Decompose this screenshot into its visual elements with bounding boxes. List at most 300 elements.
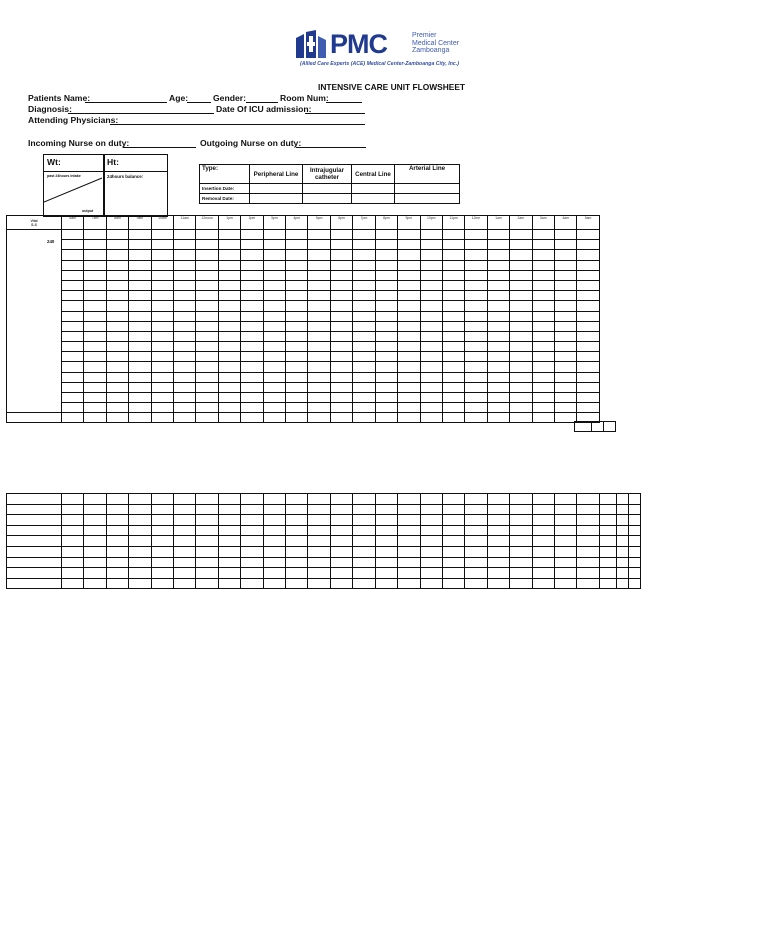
table-cell[interactable]: [308, 280, 330, 290]
table-cell[interactable]: [510, 230, 532, 240]
table-cell[interactable]: [465, 362, 487, 372]
table-cell[interactable]: [599, 557, 616, 568]
table-cell[interactable]: [532, 546, 554, 557]
table-cell[interactable]: [487, 301, 509, 311]
table-cell[interactable]: [84, 546, 106, 557]
table-cell[interactable]: [577, 301, 599, 311]
table-cell[interactable]: [510, 372, 532, 382]
table-cell[interactable]: [442, 321, 464, 331]
table-cell[interactable]: [308, 291, 330, 301]
table-cell[interactable]: [129, 280, 151, 290]
table-cell[interactable]: [218, 494, 240, 505]
table-cell[interactable]: [628, 578, 640, 589]
table-cell[interactable]: [129, 515, 151, 526]
table-cell[interactable]: [218, 515, 240, 526]
table-cell[interactable]: [487, 280, 509, 290]
table-cell[interactable]: [129, 525, 151, 536]
table-cell[interactable]: [263, 250, 285, 260]
table-cell[interactable]: [106, 557, 128, 568]
table-cell[interactable]: [532, 568, 554, 579]
table-cell[interactable]: [308, 230, 330, 240]
table-cell[interactable]: [84, 270, 106, 280]
table-cell[interactable]: [129, 352, 151, 362]
table-cell[interactable]: [398, 393, 420, 403]
table-cell[interactable]: [375, 240, 397, 250]
table-cell[interactable]: [151, 546, 173, 557]
table-cell[interactable]: [84, 230, 106, 240]
table-cell[interactable]: [330, 230, 352, 240]
table-cell[interactable]: [129, 260, 151, 270]
table-cell[interactable]: [241, 362, 263, 372]
table-cell[interactable]: [62, 362, 84, 372]
table-cell[interactable]: [62, 240, 84, 250]
table-cell[interactable]: [62, 393, 84, 403]
table-cell[interactable]: [62, 311, 84, 321]
table-cell[interactable]: [465, 331, 487, 341]
table-cell[interactable]: [616, 546, 628, 557]
table-cell[interactable]: [106, 578, 128, 589]
table-cell[interactable]: [263, 280, 285, 290]
table-cell[interactable]: [106, 270, 128, 280]
table-cell[interactable]: [554, 515, 576, 526]
table-cell[interactable]: [442, 311, 464, 321]
table-cell[interactable]: [487, 311, 509, 321]
table-cell[interactable]: [263, 557, 285, 568]
table-cell[interactable]: [554, 546, 576, 557]
table-cell[interactable]: [151, 504, 173, 515]
table-cell[interactable]: [330, 494, 352, 505]
table-cell[interactable]: [84, 321, 106, 331]
table-cell[interactable]: [420, 362, 442, 372]
table-cell[interactable]: [398, 270, 420, 280]
table-cell[interactable]: [241, 536, 263, 547]
table-cell[interactable]: [375, 557, 397, 568]
table-cell[interactable]: [286, 546, 308, 557]
table-cell[interactable]: [62, 250, 84, 260]
table-cell[interactable]: [532, 311, 554, 321]
table-cell[interactable]: [375, 311, 397, 321]
table-cell[interactable]: [174, 362, 196, 372]
table-cell[interactable]: [375, 578, 397, 589]
table-cell[interactable]: [151, 578, 173, 589]
table-cell[interactable]: [353, 301, 375, 311]
table-cell[interactable]: [577, 568, 599, 579]
table-cell[interactable]: [420, 331, 442, 341]
table-cell[interactable]: [554, 331, 576, 341]
table-cell[interactable]: [353, 403, 375, 413]
table-cell[interactable]: [532, 494, 554, 505]
table-cell[interactable]: [487, 568, 509, 579]
table-cell[interactable]: [129, 321, 151, 331]
table-cell[interactable]: [465, 568, 487, 579]
table-cell[interactable]: [174, 557, 196, 568]
table-cell[interactable]: [330, 557, 352, 568]
table-cell[interactable]: [129, 382, 151, 392]
table-cell[interactable]: [106, 230, 128, 240]
table-cell[interactable]: [84, 301, 106, 311]
table-cell[interactable]: [129, 270, 151, 280]
table-cell[interactable]: [84, 413, 106, 423]
table-cell[interactable]: [174, 382, 196, 392]
table-cell[interactable]: [196, 291, 218, 301]
table-cell[interactable]: [398, 291, 420, 301]
table-cell[interactable]: [577, 331, 599, 341]
table-cell[interactable]: [330, 372, 352, 382]
table-cell[interactable]: [554, 280, 576, 290]
diagnosis-field[interactable]: [68, 113, 214, 114]
table-cell[interactable]: [308, 536, 330, 547]
table-cell[interactable]: [532, 557, 554, 568]
table-cell[interactable]: [487, 291, 509, 301]
table-cell[interactable]: [129, 568, 151, 579]
table-cell[interactable]: [218, 393, 240, 403]
table-cell[interactable]: [577, 557, 599, 568]
table-cell[interactable]: [218, 578, 240, 589]
table-cell[interactable]: [420, 230, 442, 240]
table-cell[interactable]: [375, 393, 397, 403]
table-cell[interactable]: [442, 382, 464, 392]
table-cell[interactable]: [465, 352, 487, 362]
date-icu-field[interactable]: [305, 113, 365, 114]
table-cell[interactable]: [218, 382, 240, 392]
outgoing-nurse-field[interactable]: [296, 147, 366, 148]
table-cell[interactable]: [616, 504, 628, 515]
table-cell[interactable]: [487, 515, 509, 526]
table-cell[interactable]: [286, 230, 308, 240]
table-cell[interactable]: [330, 250, 352, 260]
table-cell[interactable]: [62, 494, 84, 505]
table-cell[interactable]: [442, 230, 464, 240]
table-cell[interactable]: [554, 311, 576, 321]
table-cell[interactable]: [286, 362, 308, 372]
row-label-cell[interactable]: [7, 494, 62, 505]
table-cell[interactable]: [442, 403, 464, 413]
table-cell[interactable]: [106, 301, 128, 311]
table-cell[interactable]: [420, 525, 442, 536]
table-cell[interactable]: [196, 230, 218, 240]
height-box[interactable]: [103, 154, 168, 172]
table-cell[interactable]: [353, 525, 375, 536]
table-cell[interactable]: [510, 240, 532, 250]
table-cell[interactable]: [106, 382, 128, 392]
table-cell[interactable]: [442, 504, 464, 515]
table-cell[interactable]: [151, 331, 173, 341]
table-cell[interactable]: [196, 260, 218, 270]
table-cell[interactable]: [174, 494, 196, 505]
table-cell[interactable]: [241, 557, 263, 568]
table-cell[interactable]: [616, 515, 628, 526]
table-cell[interactable]: [151, 494, 173, 505]
table-cell[interactable]: [106, 311, 128, 321]
table-cell[interactable]: [420, 280, 442, 290]
table-cell[interactable]: [106, 413, 128, 423]
table-cell[interactable]: [420, 342, 442, 352]
patients-name-field[interactable]: [85, 102, 167, 103]
table-cell[interactable]: [465, 240, 487, 250]
table-cell[interactable]: [218, 372, 240, 382]
table-cell[interactable]: [241, 515, 263, 526]
table-cell[interactable]: [442, 393, 464, 403]
table-cell[interactable]: [308, 413, 330, 423]
table-cell[interactable]: [375, 301, 397, 311]
table-cell[interactable]: [129, 342, 151, 352]
table-cell[interactable]: [375, 362, 397, 372]
table-cell[interactable]: [398, 331, 420, 341]
table-cell[interactable]: [599, 494, 616, 505]
table-cell[interactable]: [420, 546, 442, 557]
table-cell[interactable]: [554, 240, 576, 250]
table-cell[interactable]: [616, 525, 628, 536]
table-cell[interactable]: [151, 515, 173, 526]
table-cell[interactable]: [353, 240, 375, 250]
table-cell[interactable]: [62, 413, 84, 423]
table-cell[interactable]: [465, 413, 487, 423]
table-cell[interactable]: [218, 250, 240, 260]
table-cell[interactable]: [510, 557, 532, 568]
table-cell[interactable]: [554, 568, 576, 579]
table-cell[interactable]: [353, 230, 375, 240]
table-cell[interactable]: [263, 546, 285, 557]
table-cell[interactable]: [398, 362, 420, 372]
table-cell[interactable]: [554, 270, 576, 280]
table-cell[interactable]: [263, 494, 285, 505]
table-cell[interactable]: [375, 321, 397, 331]
row-label-cell[interactable]: [7, 525, 62, 536]
table-cell[interactable]: [286, 525, 308, 536]
table-cell[interactable]: [465, 342, 487, 352]
table-cell[interactable]: [554, 536, 576, 547]
table-cell[interactable]: [628, 557, 640, 568]
table-cell[interactable]: [628, 504, 640, 515]
table-cell[interactable]: [286, 413, 308, 423]
table-cell[interactable]: [196, 413, 218, 423]
table-cell[interactable]: [510, 578, 532, 589]
table-cell[interactable]: [196, 504, 218, 515]
table-cell[interactable]: [599, 525, 616, 536]
table-cell[interactable]: [84, 568, 106, 579]
table-cell[interactable]: [241, 270, 263, 280]
table-cell[interactable]: [196, 536, 218, 547]
table-cell[interactable]: [129, 536, 151, 547]
table-cell[interactable]: [286, 403, 308, 413]
table-cell[interactable]: [532, 578, 554, 589]
table-cell[interactable]: [84, 352, 106, 362]
table-cell[interactable]: [442, 250, 464, 260]
table-cell[interactable]: [218, 240, 240, 250]
table-cell[interactable]: [330, 362, 352, 372]
table-cell[interactable]: [196, 352, 218, 362]
table-cell[interactable]: [286, 280, 308, 290]
table-cell[interactable]: [196, 280, 218, 290]
table-cell[interactable]: [420, 536, 442, 547]
table-cell[interactable]: [353, 382, 375, 392]
table-cell[interactable]: [263, 515, 285, 526]
table-cell[interactable]: [106, 280, 128, 290]
table-cell[interactable]: [84, 504, 106, 515]
table-cell[interactable]: [353, 504, 375, 515]
table-cell[interactable]: [420, 250, 442, 260]
table-cell[interactable]: [420, 515, 442, 526]
table-cell[interactable]: [174, 301, 196, 311]
table-cell[interactable]: [129, 393, 151, 403]
table-cell[interactable]: [218, 352, 240, 362]
table-cell[interactable]: [286, 250, 308, 260]
table-cell[interactable]: [554, 342, 576, 352]
table-cell[interactable]: [465, 321, 487, 331]
table-cell[interactable]: [532, 321, 554, 331]
table-cell[interactable]: [129, 578, 151, 589]
table-cell[interactable]: [308, 525, 330, 536]
table-cell[interactable]: [375, 536, 397, 547]
table-cell[interactable]: [263, 372, 285, 382]
table-cell[interactable]: [62, 331, 84, 341]
row-label-cell[interactable]: [7, 557, 62, 568]
table-cell[interactable]: [375, 260, 397, 270]
table-cell[interactable]: [62, 403, 84, 413]
table-cell[interactable]: [577, 311, 599, 321]
table-cell[interactable]: [398, 504, 420, 515]
table-cell[interactable]: [241, 525, 263, 536]
table-cell[interactable]: [286, 494, 308, 505]
table-cell[interactable]: [330, 393, 352, 403]
table-cell[interactable]: [353, 352, 375, 362]
table-cell[interactable]: [577, 280, 599, 290]
table-cell[interactable]: [196, 301, 218, 311]
row-label-cell[interactable]: [7, 536, 62, 547]
table-cell[interactable]: [308, 382, 330, 392]
table-cell[interactable]: [286, 342, 308, 352]
table-cell[interactable]: [353, 546, 375, 557]
table-cell[interactable]: [330, 280, 352, 290]
table-cell[interactable]: [308, 342, 330, 352]
table-cell[interactable]: [218, 557, 240, 568]
table-cell[interactable]: [465, 382, 487, 392]
table-cell[interactable]: [398, 494, 420, 505]
table-cell[interactable]: [487, 525, 509, 536]
table-cell[interactable]: [263, 393, 285, 403]
table-cell[interactable]: [129, 504, 151, 515]
table-cell[interactable]: [241, 352, 263, 362]
table-cell[interactable]: [420, 393, 442, 403]
table-cell[interactable]: [218, 311, 240, 321]
table-cell[interactable]: [174, 515, 196, 526]
table-cell[interactable]: [616, 557, 628, 568]
table-cell[interactable]: [241, 250, 263, 260]
table-cell[interactable]: [577, 504, 599, 515]
table-cell[interactable]: [174, 372, 196, 382]
table-cell[interactable]: [577, 352, 599, 362]
table-cell[interactable]: [196, 240, 218, 250]
table-cell[interactable]: [554, 260, 576, 270]
table-cell[interactable]: [330, 352, 352, 362]
table-cell[interactable]: [129, 494, 151, 505]
table-cell[interactable]: [398, 578, 420, 589]
table-cell[interactable]: [218, 504, 240, 515]
table-cell[interactable]: [218, 568, 240, 579]
table-cell[interactable]: [442, 331, 464, 341]
table-cell[interactable]: [577, 515, 599, 526]
table-cell[interactable]: [330, 504, 352, 515]
table-cell[interactable]: [330, 291, 352, 301]
table-cell[interactable]: [616, 494, 628, 505]
table-cell[interactable]: [129, 311, 151, 321]
table-cell[interactable]: [241, 342, 263, 352]
table-cell[interactable]: [465, 525, 487, 536]
table-cell[interactable]: [554, 301, 576, 311]
table-cell[interactable]: [353, 260, 375, 270]
table-cell[interactable]: [286, 393, 308, 403]
table-cell[interactable]: [174, 504, 196, 515]
table-cell[interactable]: [577, 260, 599, 270]
table-cell[interactable]: [330, 382, 352, 392]
table-cell[interactable]: [554, 525, 576, 536]
table-cell[interactable]: [84, 515, 106, 526]
table-cell[interactable]: [196, 546, 218, 557]
table-cell[interactable]: [250, 194, 303, 204]
table-cell[interactable]: [196, 270, 218, 280]
table-cell[interactable]: [554, 321, 576, 331]
table-cell[interactable]: [196, 403, 218, 413]
table-cell[interactable]: [353, 331, 375, 341]
table-cell[interactable]: [84, 311, 106, 321]
table-cell[interactable]: [487, 382, 509, 392]
table-cell[interactable]: [398, 568, 420, 579]
table-cell[interactable]: [196, 250, 218, 260]
table-cell[interactable]: [218, 413, 240, 423]
table-cell[interactable]: [510, 260, 532, 270]
table-cell[interactable]: [628, 525, 640, 536]
table-cell[interactable]: [84, 342, 106, 352]
table-cell[interactable]: [398, 525, 420, 536]
table-cell[interactable]: [532, 403, 554, 413]
table-cell[interactable]: [510, 393, 532, 403]
balance-box[interactable]: [103, 171, 168, 217]
table-cell[interactable]: [510, 311, 532, 321]
table-cell[interactable]: [554, 393, 576, 403]
table-cell[interactable]: [308, 568, 330, 579]
table-cell[interactable]: [174, 250, 196, 260]
table-cell[interactable]: [375, 403, 397, 413]
row-label-cell[interactable]: [7, 568, 62, 579]
table-cell[interactable]: [286, 291, 308, 301]
table-cell[interactable]: [151, 280, 173, 290]
table-cell[interactable]: [62, 515, 84, 526]
table-cell[interactable]: [599, 536, 616, 547]
table-cell[interactable]: [510, 515, 532, 526]
table-cell[interactable]: [353, 536, 375, 547]
table-cell[interactable]: [532, 515, 554, 526]
table-cell[interactable]: [442, 291, 464, 301]
table-cell[interactable]: [577, 291, 599, 301]
table-cell[interactable]: [174, 270, 196, 280]
table-cell[interactable]: [420, 413, 442, 423]
table-cell[interactable]: [286, 331, 308, 341]
table-cell[interactable]: [84, 362, 106, 372]
table-cell[interactable]: [218, 525, 240, 536]
table-cell[interactable]: [106, 403, 128, 413]
table-cell[interactable]: [174, 331, 196, 341]
table-cell[interactable]: [420, 578, 442, 589]
table-cell[interactable]: [84, 525, 106, 536]
table-cell[interactable]: [84, 578, 106, 589]
table-cell[interactable]: [308, 578, 330, 589]
table-cell[interactable]: [129, 331, 151, 341]
table-cell[interactable]: [510, 342, 532, 352]
table-cell[interactable]: [84, 382, 106, 392]
table-cell[interactable]: [241, 301, 263, 311]
table-cell[interactable]: [577, 250, 599, 260]
table-cell[interactable]: [263, 568, 285, 579]
